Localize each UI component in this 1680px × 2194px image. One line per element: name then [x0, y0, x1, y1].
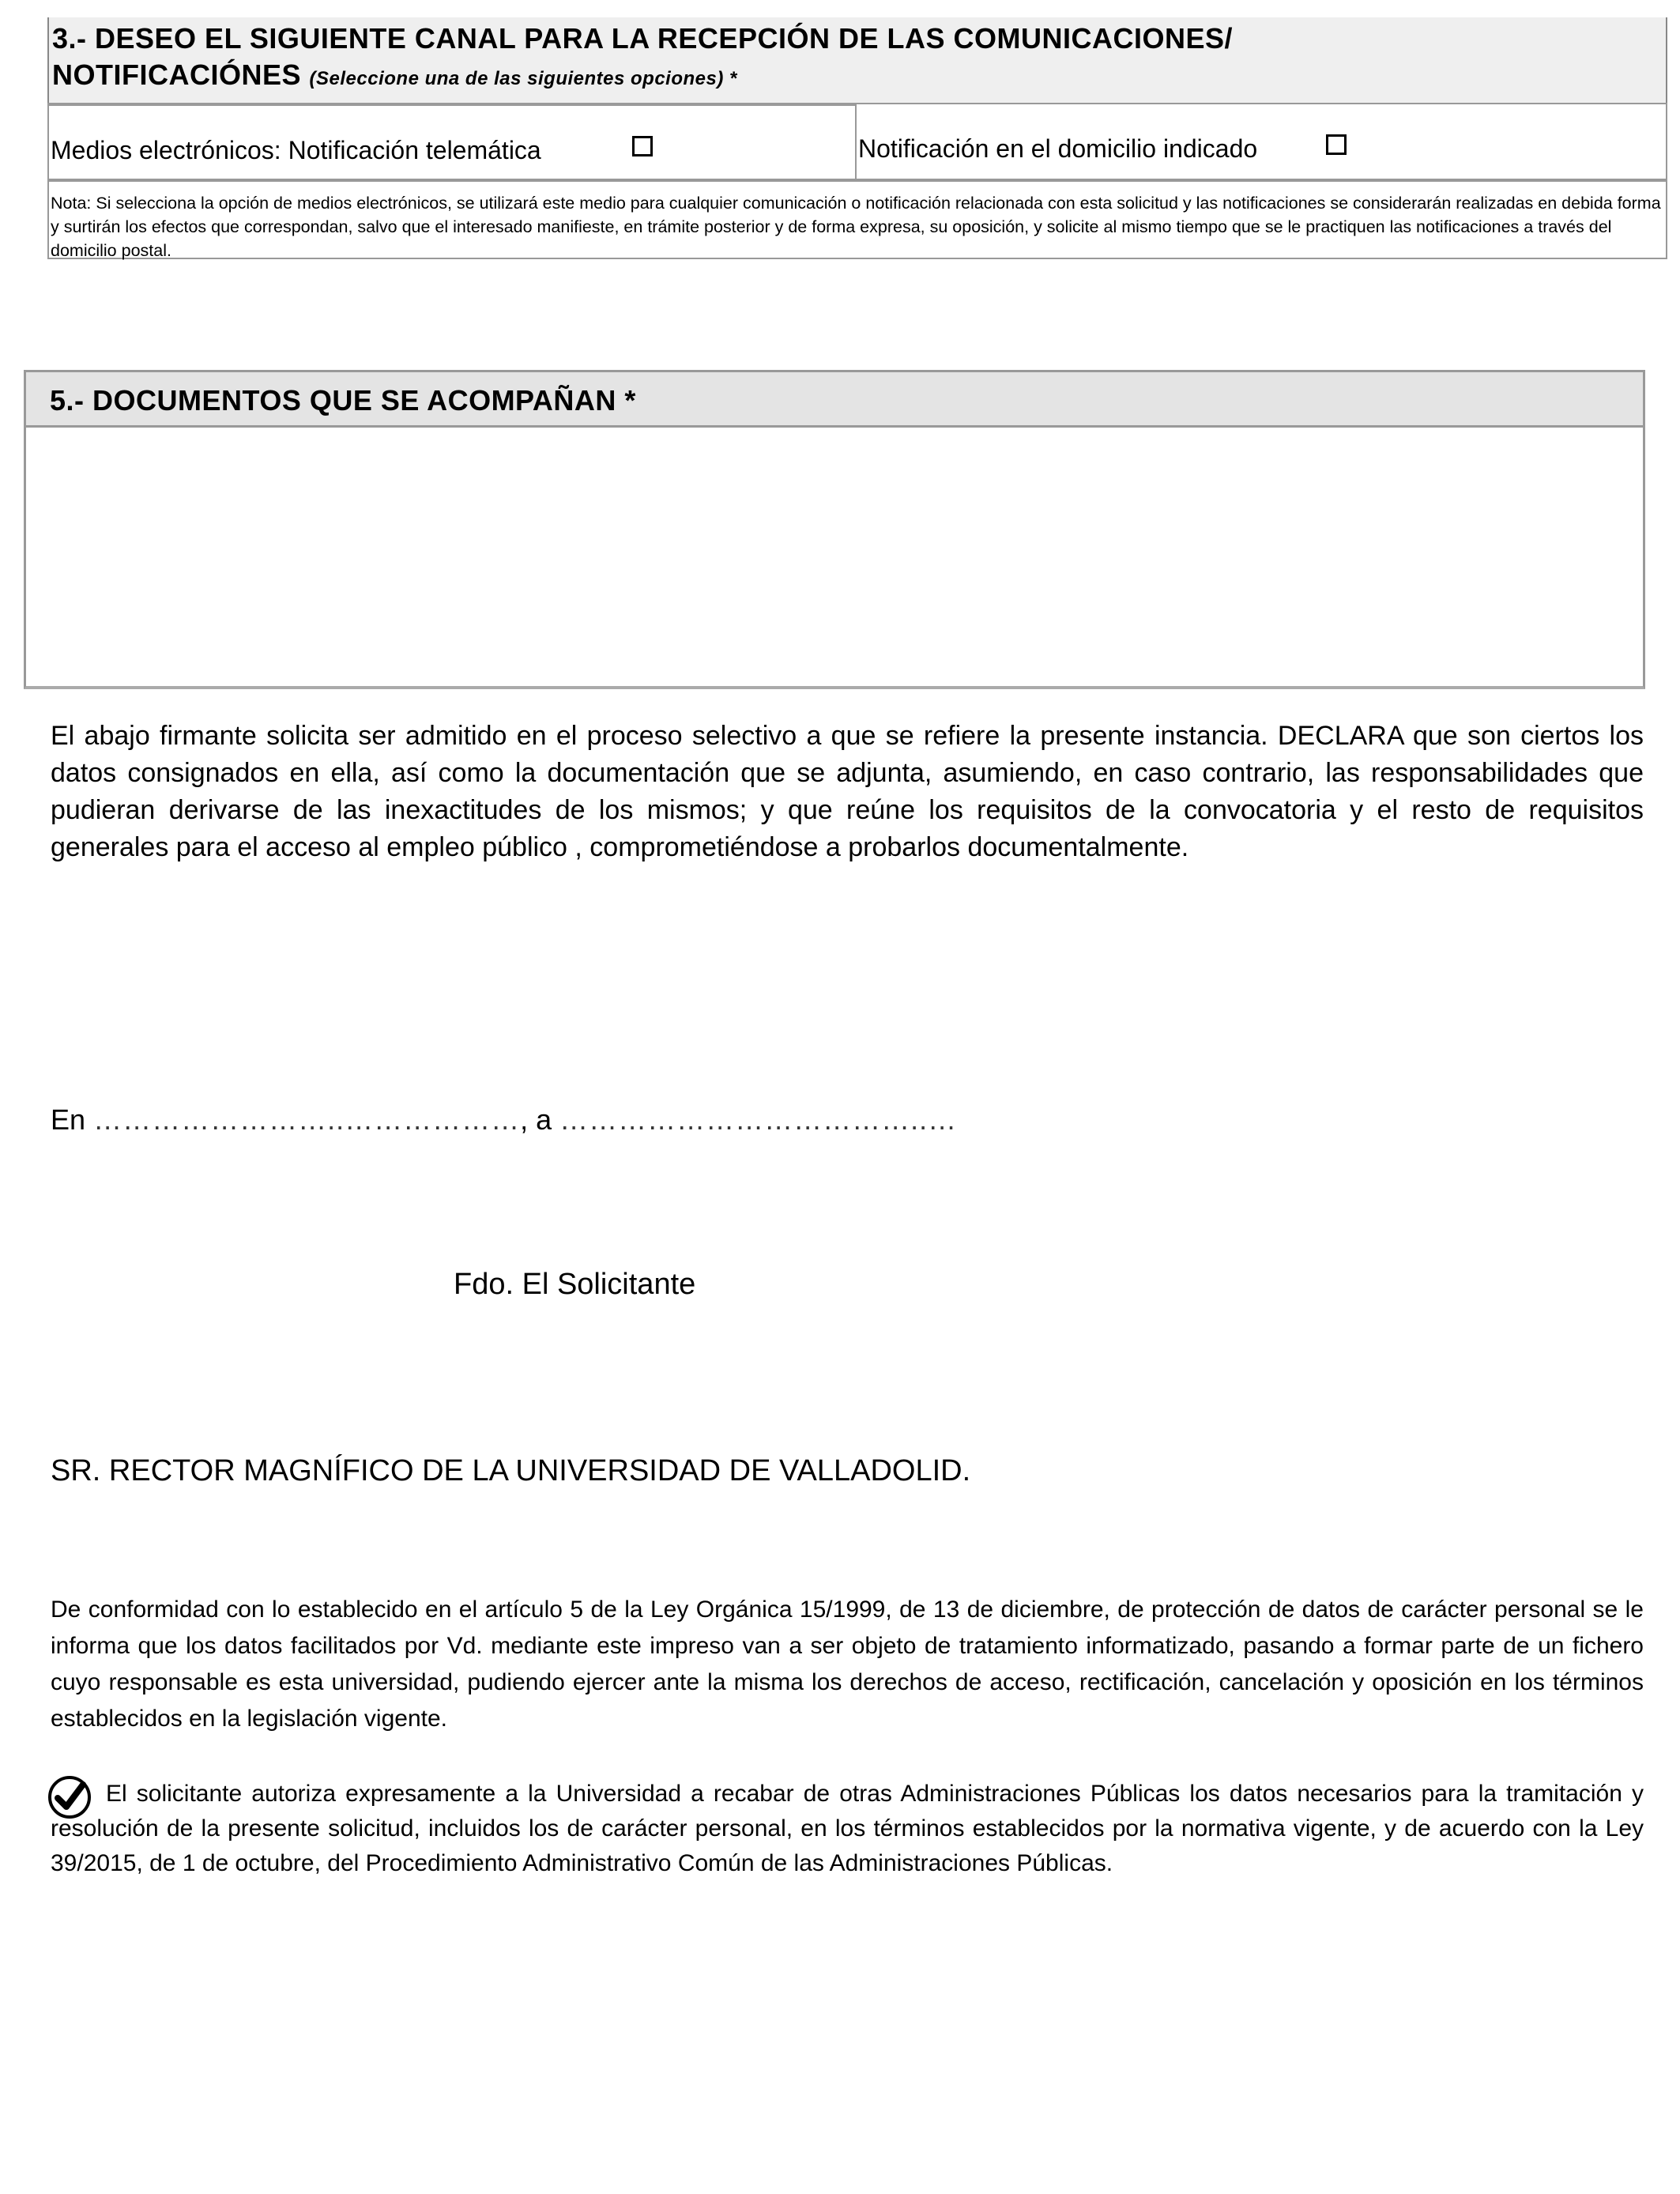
option-domicile-cell[interactable]	[855, 103, 1667, 180]
declaration-paragraph: El abajo firmante solicita ser admitido en el proceso selectivo a que se refiere la presente instancia. DECLARA que son ciertos los datos consignados en ella, así como la documentación que se adjunta, asumiendo, en caso contrario, las responsabilidades que pudieran derivarse de las inexactitudes de los mismos; y que reúne los requisitos de la convocatoria y el resto de requisitos generales para el acceso al empleo público , comprometiéndose a probarlos documentalmente.	[51, 721, 1644, 862]
section-3-title	[52, 21, 1233, 97]
signature-label: Fdo. El Solicitante	[454, 1268, 696, 1301]
section-3-header	[47, 17, 1667, 103]
section-5-title: 5.- DOCUMENTOS QUE SE ACOMPAÑAN *	[50, 384, 636, 417]
data-protection-paragraph: De conformidad con lo establecido en el artículo 5 de la Ley Orgánica 15/1999, de 13 de diciembre, de protección de datos de carácter personal se le informa que los datos facilitados por Vd. mediante este impreso van a ser objeto de tratamiento informatizado, pasando a formar parte de un fichero cuyo responsable es esta universidad, pudiendo ejercer ante la misma los derechos de acceso, rectificación, cancelación y oposición en los términos establecidos en la legislación vigente.	[51, 1596, 1644, 1732]
section-3-subtitle: (Seleccione una de las siguientes opciones) *	[309, 68, 737, 89]
option-electronic-label: Medios electrónicos: Notificación telemática	[51, 136, 541, 164]
section-3-notification-channel	[47, 17, 1667, 259]
option-electronic-checkbox[interactable]	[632, 136, 653, 156]
section-3-title-line1: 3.- DESEO EL SIGUIENTE CANAL PARA LA RECEPCIÓN DE LAS COMUNICACIONES/	[52, 22, 1233, 55]
documents-content-area[interactable]	[26, 428, 1643, 686]
option-electronic-cell[interactable]	[47, 103, 857, 180]
section-5-header	[26, 372, 1643, 428]
section-3-title-line2: NOTIFICACIÓNES	[52, 58, 302, 91]
date-field[interactable]: ………………………………..…	[559, 1103, 958, 1136]
options-row	[47, 103, 1667, 180]
place-prefix: En	[51, 1103, 86, 1136]
place-field[interactable]: ……………………..………………	[93, 1103, 521, 1136]
option-domicile-label: Notificación en el domicilio indicado	[858, 134, 1258, 163]
option-domicile-checkbox[interactable]	[1326, 134, 1347, 155]
addressee: SR. RECTOR MAGNÍFICO DE LA UNIVERSIDAD DE VALLADOLID.	[51, 1454, 971, 1487]
section-5-documents	[24, 370, 1645, 689]
authorization-paragraph: El solicitante autoriza expresamente a la Universidad a recabar de otras Administraciones Públicas los datos necesarios para la tramitación y resolución de la presente solicitud, incluidos los de carácter personal, en los términos establecidos por la normativa vigente, y de acuerdo con la Ley 39/2015, de 1 de octubre, del Procedimiento Administrativo Común de las Administraciones Públicas.	[51, 1781, 1644, 1876]
place-date-line	[51, 1103, 957, 1137]
section-3-note: Nota: Si selecciona la opción de medios electrónicos, se utilizará este medio para cualquier comunicación o notificación relacionada con esta solicitud y las notificaciones se considerarán realizadas en debida forma y surtirán los efectos que correspondan, salvo que el interesado manifieste, en trámite posterior y de forma expresa, su oposición, y solicite al mismo tiempo que se le practiquen las notificaciones a través del domicilio postal.	[47, 180, 1667, 259]
date-separator: , a	[520, 1103, 552, 1136]
